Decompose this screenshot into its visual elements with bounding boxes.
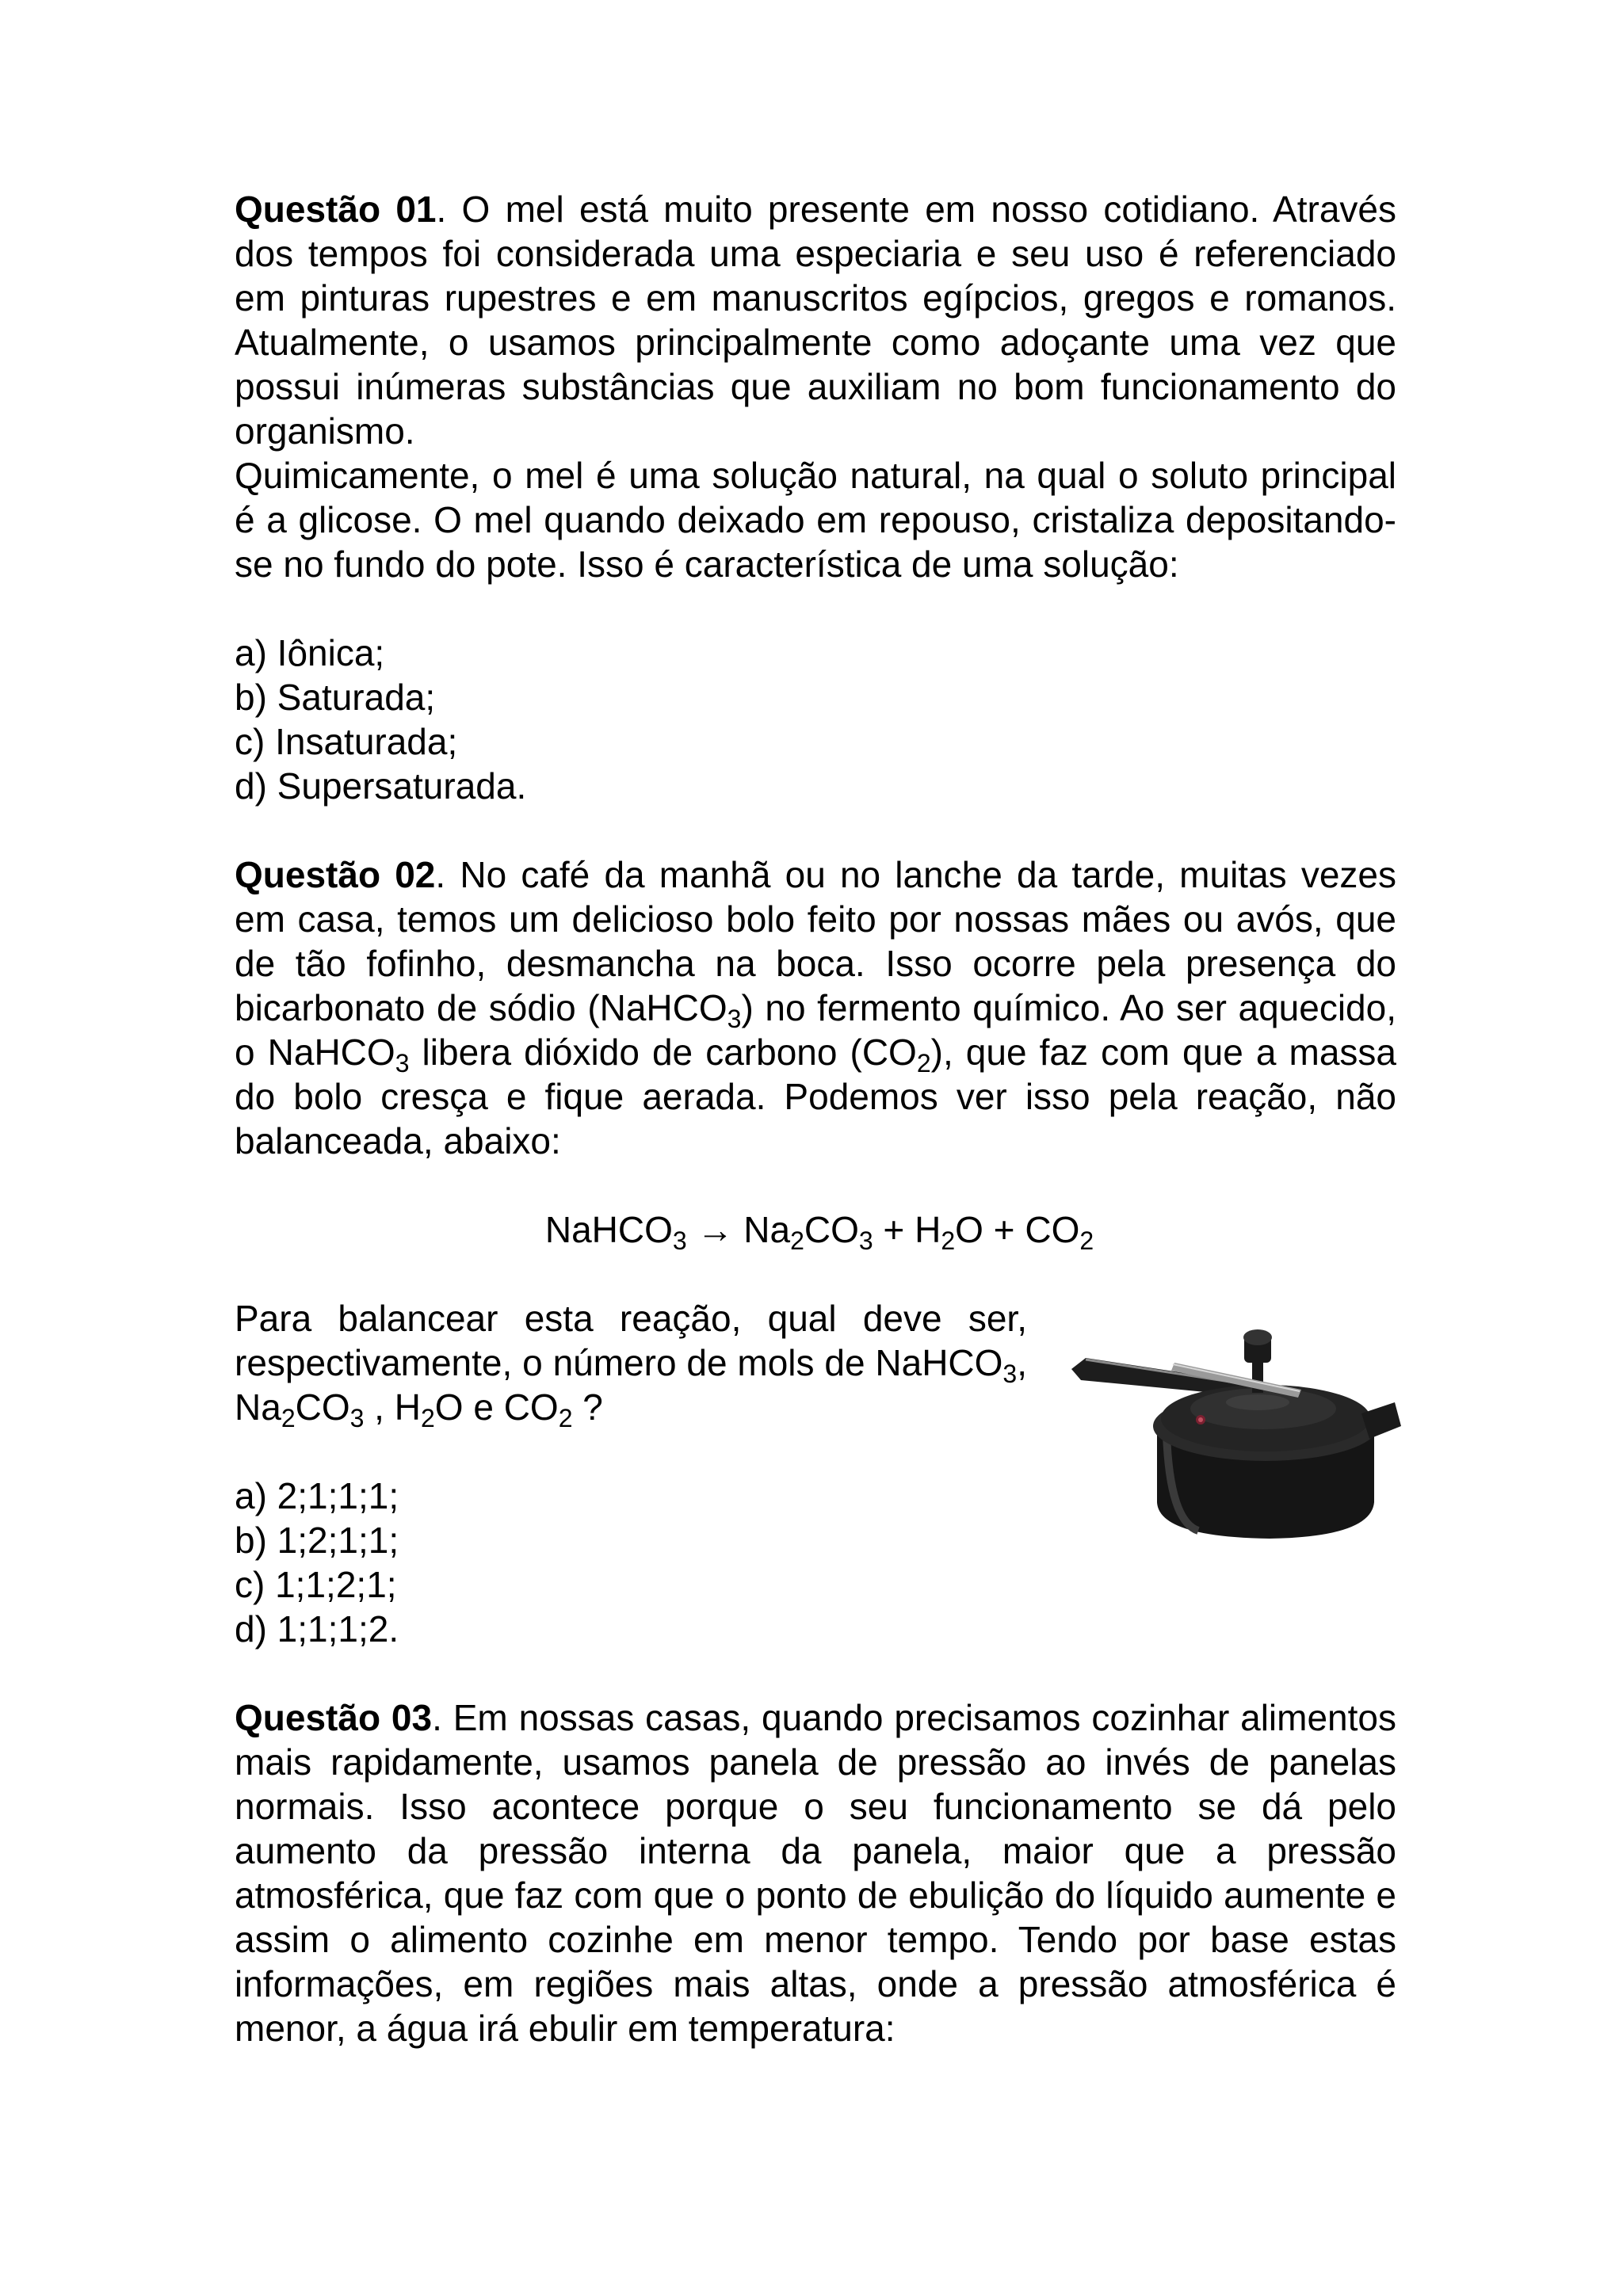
chemical-equation: NaHCO$_3$ → $Na_2CO_3 + H_2O + CO_2$ (544, 1209, 1094, 1255)
question-01-body: Quimicamente, o mel é uma solução natural, na qual o soluto principal é a glicose. O mel quando deixado em repouso, cristaliza depositando-se no fundo do pote. Isso é característica de uma solução: (235, 455, 1396, 585)
question-01-option-b: b) Saturada; (235, 677, 436, 718)
question-03-label: Questão 03 (235, 1697, 433, 1738)
question-01-intro: Questão 01. O mel está muito presente em nosso cotidiano. Através dos tempos foi considerada uma especiaria e seu uso é referenciado em pinturas rupestres e em manuscritos egípcios, gregos e romanos. Atualmente, o usamos principalmente como adoçante uma vez que possui inúmeras substâncias que auxiliam no bom funcionamento do organismo. (235, 189, 1396, 452)
pressure-cooker-image (1064, 1307, 1404, 1545)
question-03-text: Questão 03. Em nossas casas, quando precisamos cozinhar alimentos mais rapidamente, usamos panela de pressão ao invés de panelas normais. Isso acontece porque o seu funcionamento se dá pelo aumento da pressão interna da panela, maior que a pressão atmosférica, que faz com que o ponto de ebulição do líquido aumente e assim o alimento cozinhe em menor tempo. Tendo por base estas informações, em regiões mais altas, onde a pressão atmosférica é menor, a água irá ebulir em temperatura: (235, 1697, 1396, 2049)
question-02-option-c: c) 1;1;2;1; (235, 1564, 397, 1605)
question-02-label: Questão 02 (235, 854, 436, 895)
document-page (235, 187, 1396, 2050)
question-01-option-d: d) Supersaturada. (235, 765, 527, 807)
question-01-option-c: c) Insaturada; (235, 721, 458, 762)
question-02-intro: Questão 02. No café da manhã ou no lanche da tarde, muitas vezes em casa, temos um delicioso bolo feito por nossas mães ou avós, que de tão fofinho, desmancha na boca. Isso ocorre pela presença do bicarbonato de sódio (NaHCO$_3$) no fermento químico. Ao ser aquecido, o NaHCO$_3$ libera dióxido de carbono $(CO_2)$, que faz com que a massa do bolo cresça e fique aerada. Podemos ver isso pela reação, não balanceada, abaixo: (235, 854, 1396, 1161)
question-01-label: Questão 01 (235, 189, 437, 230)
question-02-option-d: d) 1;1;1;2. (235, 1608, 399, 1650)
question-02-option-a: a) 2;1;1;1; (235, 1475, 399, 1516)
question-01-option-a: a) Iônica; (235, 632, 385, 673)
question-02-prompt: Para balancear esta reação, qual deve ser, respectivamente, o número de mols de NaHCO$_3$, $Na_2CO_3$ , $H_2O$ e $CO_2$ ? (235, 1298, 1027, 1432)
question-02-balance-block (235, 1296, 1396, 1651)
question-02-option-b: b) 1;2;1;1; (235, 1520, 399, 1561)
